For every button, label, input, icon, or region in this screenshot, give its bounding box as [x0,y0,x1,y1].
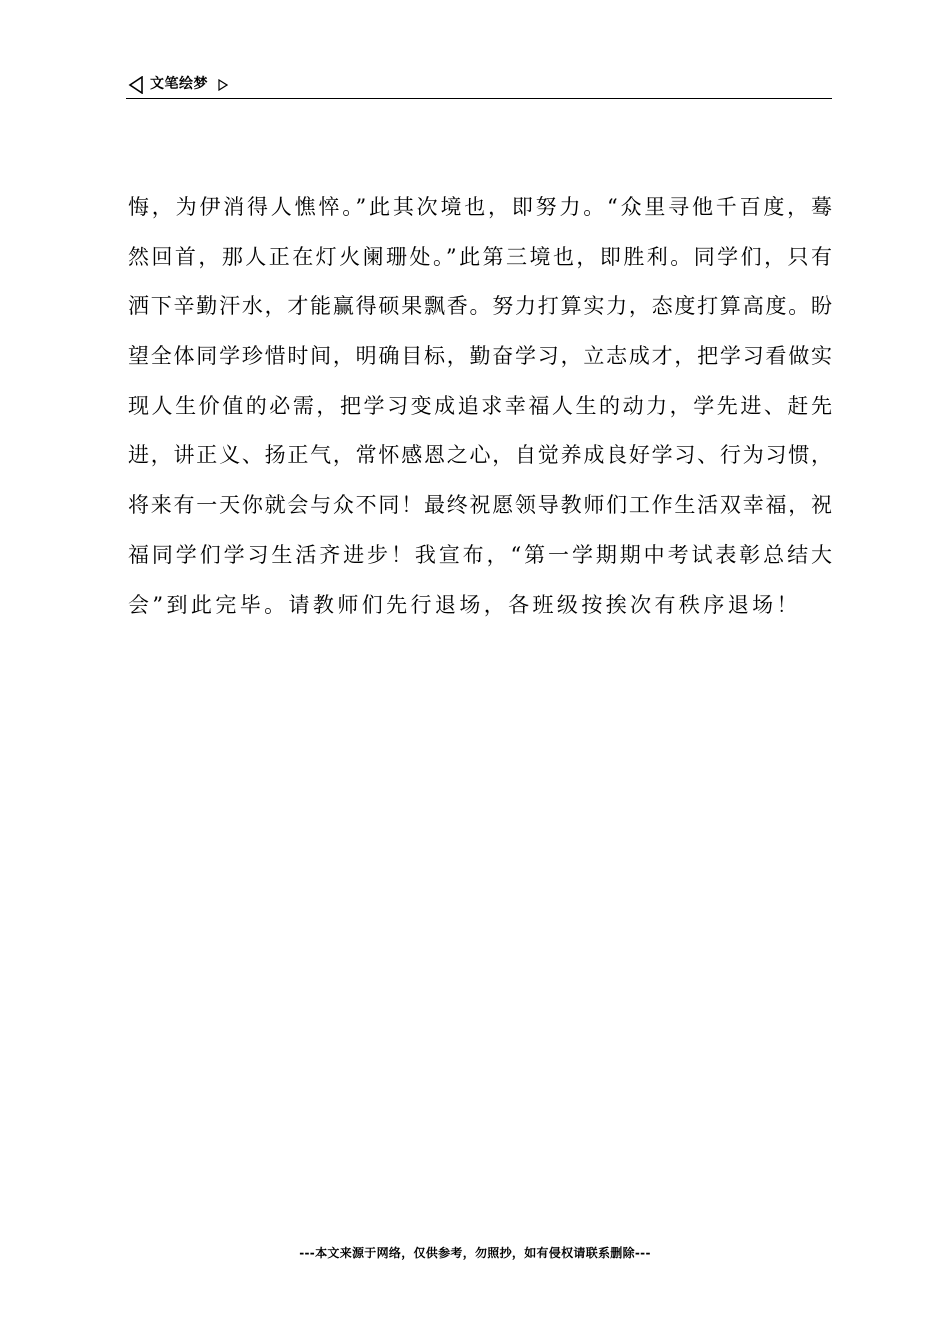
body-paragraph [128,183,832,630]
header-title: 文笔绘梦 [150,76,208,92]
footer-disclaimer: ---本文来源于网络，仅供参考，勿照抄，如有侵权请联系删除--- [299,1246,651,1260]
triangle-right-icon [218,76,228,88]
body-line: 洒下辛勤汗水，才能赢得硕果飘香。努力打算实力，态度打算高度。盼 [128,294,832,319]
page-header [126,72,832,99]
body-line: 将来有一天你就会与众不同！最终祝愿领导教师们工作生活双幸福，祝 [128,493,832,518]
triangle-left-icon [128,76,144,94]
body-line: 进，讲正义、扬正气，常怀感恩之心，自觉养成良好学习、行为习惯， [128,443,832,468]
body-line: 然回首，那人正在灯火阑珊处。”此第三境也，即胜利。同学们，只有 [128,244,832,269]
body-line: 会”到此完毕。请教师们先行退场，各班级按挨次有秩序退场！ [128,592,801,617]
body-line: 福同学们学习生活齐进步！我宣布，“第一学期期中考试表彰总结大 [128,542,832,567]
body-line: 现人生价值的必需，把学习变成追求幸福人生的动力，学先进、赶先 [128,393,832,418]
body-line: 望全体同学珍惜时间，明确目标，勤奋学习，立志成才，把学习看做实 [128,344,832,369]
body-line: 悔，为伊消得人憔悴。”此其次境也，即努力。“众里寻他千百度，蓦 [128,195,832,219]
